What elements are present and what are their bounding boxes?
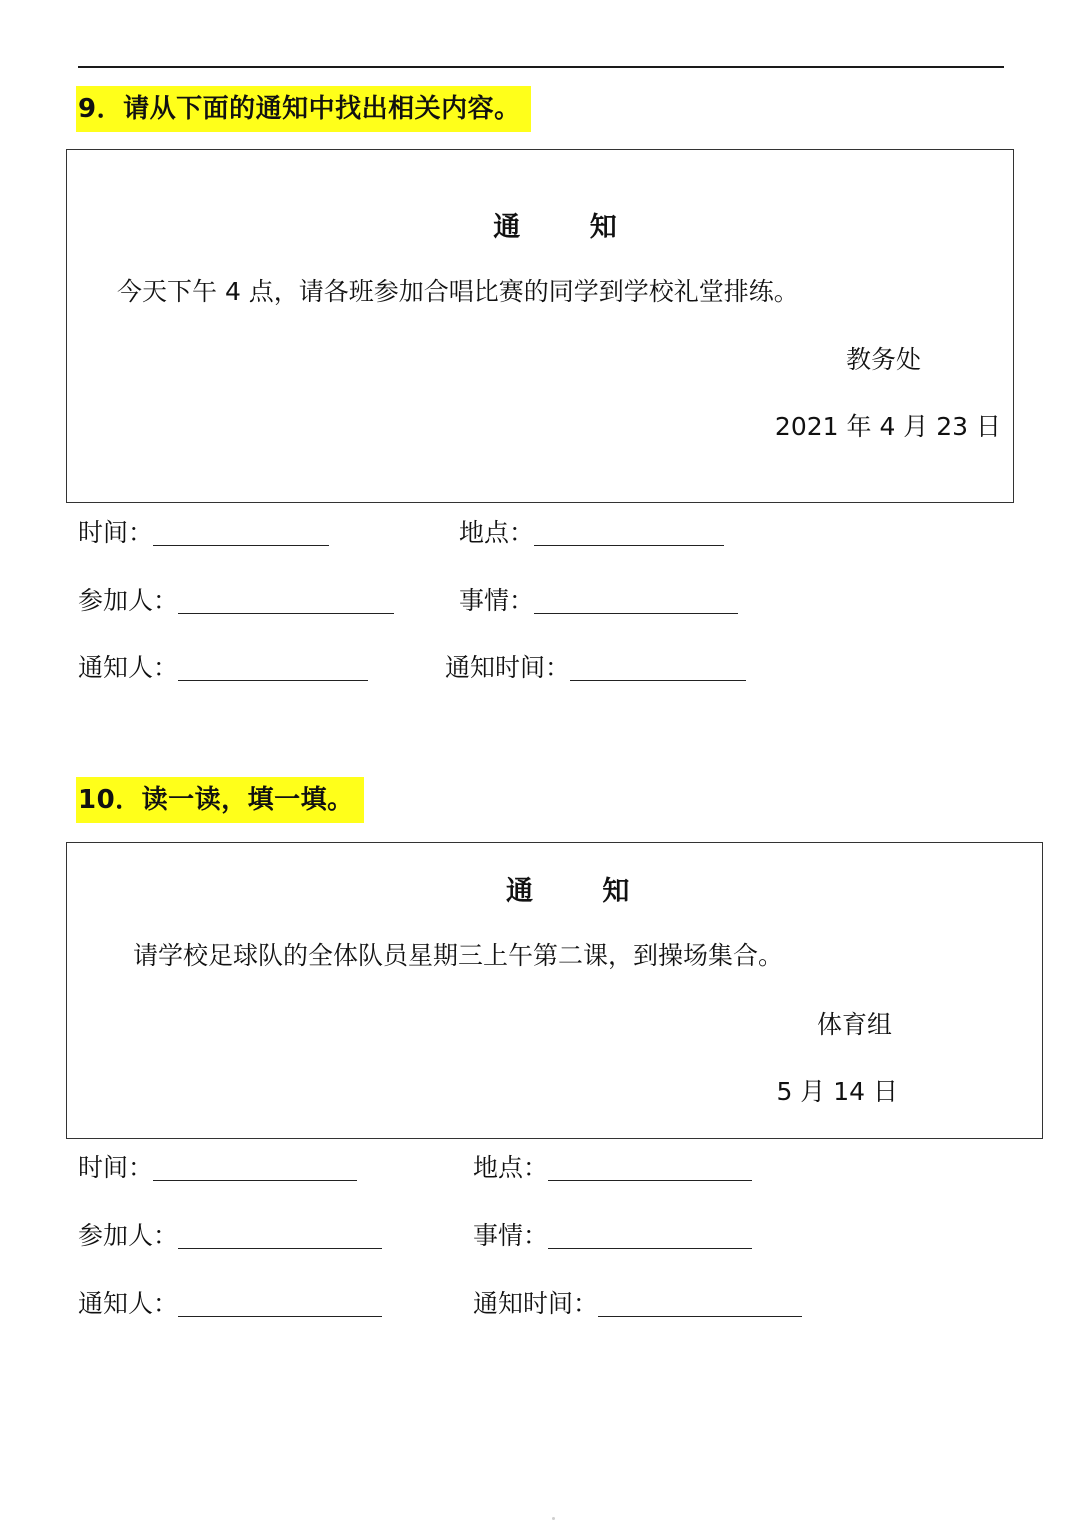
question-9-heading: 9．请从下面的通知中找出相关内容。 — [76, 86, 531, 132]
notice-signer: 体育组 — [816, 1010, 892, 1039]
notice-time-answer-blank[interactable] — [598, 1286, 802, 1317]
participants-answer-blank[interactable] — [178, 1218, 382, 1249]
q9-participants-field — [78, 583, 394, 619]
q9-notifier-field — [78, 650, 368, 686]
question-10-heading: 10．读一读，填一填。 — [76, 777, 364, 823]
q10-matter-field — [473, 1218, 752, 1254]
participants-label: 参加人： — [78, 1221, 179, 1250]
q10-notice-time-field — [473, 1286, 802, 1322]
q10-time-field — [78, 1150, 357, 1186]
question-10-notice-box — [66, 842, 1043, 1139]
matter-answer-blank[interactable] — [548, 1218, 752, 1249]
place-label: 地点： — [459, 518, 535, 547]
q9-place-field — [459, 515, 724, 551]
matter-label: 事情： — [459, 586, 535, 615]
notice-body: 今天下午 4 点，请各班参加合唱比赛的同学到学校礼堂排练。 — [117, 277, 799, 306]
place-label: 地点： — [473, 1153, 549, 1182]
notifier-answer-blank[interactable] — [178, 650, 368, 681]
notifier-label: 通知人： — [78, 1289, 179, 1318]
q10-place-field — [473, 1150, 752, 1186]
notice-title: 通 知 — [493, 212, 647, 243]
place-answer-blank[interactable] — [534, 515, 724, 546]
participants-label: 参加人： — [78, 586, 179, 615]
time-answer-blank[interactable] — [153, 1150, 357, 1181]
time-label: 时间： — [78, 518, 154, 547]
notifier-answer-blank[interactable] — [178, 1286, 382, 1317]
q9-notice-time-field — [445, 650, 746, 686]
matter-answer-blank[interactable] — [534, 583, 738, 614]
q9-time-field — [78, 515, 329, 551]
notice-signer: 教务处 — [845, 345, 921, 374]
notice-time-label: 通知时间： — [445, 653, 571, 682]
notice-body: 请学校足球队的全体队员星期三上午第二课，到操场集合。 — [133, 941, 784, 970]
participants-answer-blank[interactable] — [178, 583, 394, 614]
notice-date: 5 月 14 日 — [776, 1077, 898, 1106]
page-mark — [552, 1517, 555, 1520]
q9-matter-field — [459, 583, 738, 619]
notice-time-answer-blank[interactable] — [570, 650, 746, 681]
notice-date: 2021 年 4 月 23 日 — [774, 412, 1001, 441]
time-label: 时间： — [78, 1153, 154, 1182]
question-9-notice-box — [66, 149, 1014, 503]
place-answer-blank[interactable] — [548, 1150, 752, 1181]
q10-participants-field — [78, 1218, 382, 1254]
top-divider — [78, 66, 1004, 68]
notifier-label: 通知人： — [78, 653, 179, 682]
time-answer-blank[interactable] — [153, 515, 329, 546]
notice-time-label: 通知时间： — [473, 1289, 599, 1318]
notice-title: 通 知 — [506, 876, 660, 907]
q10-notifier-field — [78, 1286, 382, 1322]
matter-label: 事情： — [473, 1221, 549, 1250]
